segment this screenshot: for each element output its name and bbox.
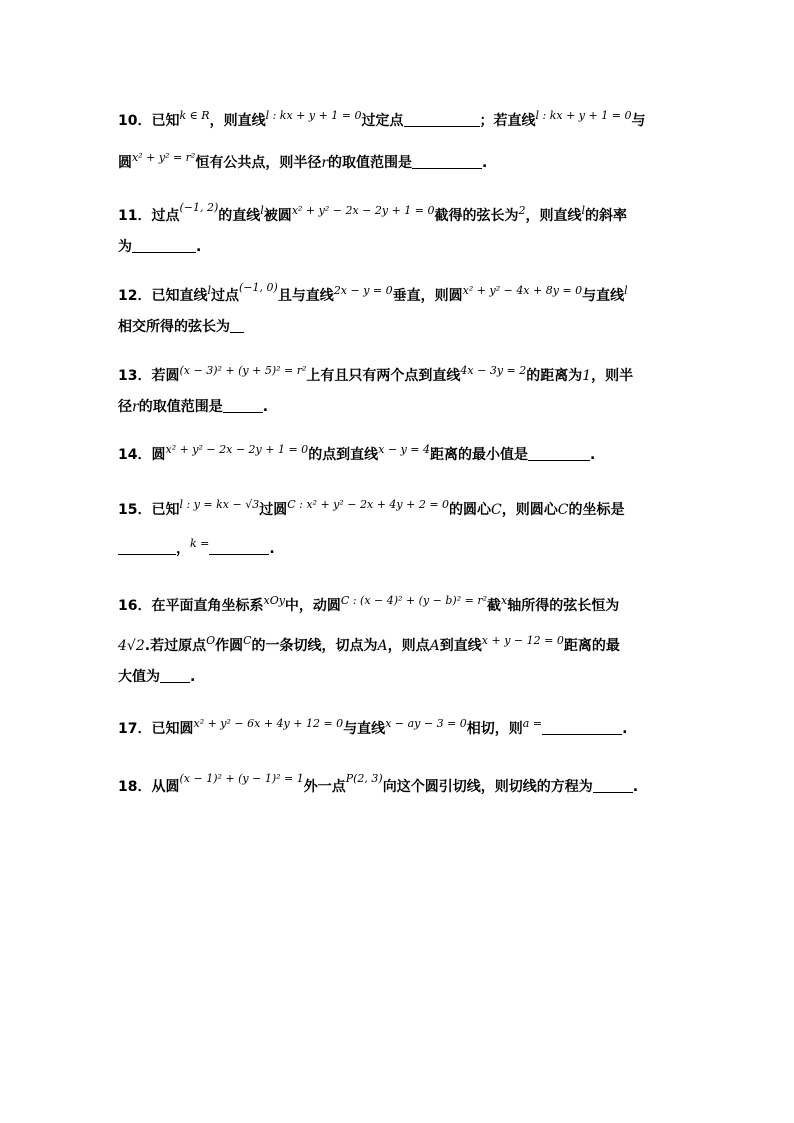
- math-expression: x² + y² − 6x + 4y + 12 = 0: [193, 717, 344, 730]
- text: 过定点: [361, 113, 404, 129]
- text: .: [482, 155, 488, 171]
- question-13-line-2: [118, 396, 268, 417]
- text: 的取值范围是: [328, 155, 413, 171]
- text: 向这个圆引切线，则切线的方程为: [382, 779, 593, 795]
- question-15-line-2: [118, 538, 275, 560]
- text: 垂直，则圆: [392, 288, 463, 304]
- answer-blank[interactable]: [404, 112, 480, 127]
- text: 外一点: [303, 779, 346, 795]
- text: .: [269, 541, 275, 557]
- question-12-line-2: [118, 316, 244, 337]
- question-number: 13．: [118, 368, 152, 384]
- question-number: 10．: [118, 113, 152, 129]
- question-number: 17．: [118, 721, 152, 737]
- text: 的斜率: [585, 208, 628, 224]
- text: 的取值范围是: [138, 399, 223, 415]
- math-expression: l : kx + y + 1 = 0: [535, 109, 632, 122]
- answer-blank[interactable]: [209, 540, 269, 555]
- question-17-line-1: [118, 718, 627, 740]
- text: 到直线: [439, 638, 482, 654]
- answer-blank[interactable]: [132, 238, 196, 253]
- text: .: [190, 669, 196, 685]
- question-16-line-3: [118, 666, 195, 687]
- question-13-line-1: [118, 366, 633, 387]
- text: ，则点: [387, 638, 430, 654]
- text: 大值为: [118, 669, 160, 685]
- text: .: [196, 239, 202, 255]
- question-number: 15．: [118, 502, 152, 518]
- answer-blank[interactable]: [528, 446, 590, 461]
- text: 为: [118, 239, 132, 255]
- math-expression: C : (x − 4)² + (y − b)² = r²: [340, 594, 487, 607]
- math-expression: (−1, 0): [239, 281, 278, 294]
- text: 且与直线: [277, 288, 334, 304]
- question-number: 18．: [118, 779, 152, 795]
- text: ，则直线: [209, 113, 266, 129]
- text: 作圆: [215, 638, 244, 654]
- text: .: [632, 779, 639, 795]
- math-expression: x² + y² − 4x + 8y = 0: [462, 284, 583, 297]
- answer-blank[interactable]: [118, 540, 176, 555]
- answer-blank[interactable]: [160, 668, 190, 683]
- math-expression: A: [377, 638, 388, 654]
- math-expression: k =: [190, 537, 210, 550]
- text: 的坐标是: [568, 502, 625, 518]
- text: 被圆: [263, 208, 292, 224]
- answer-blank[interactable]: [593, 778, 633, 793]
- math-expression: a =: [522, 717, 543, 730]
- math-expression: 4x − 3y = 2: [460, 364, 527, 377]
- math-expression: l : y = kx − √3: [179, 498, 260, 511]
- text: 的直线: [218, 208, 261, 224]
- math-expression: xOy: [263, 594, 285, 607]
- text: 截: [487, 598, 501, 614]
- math-expression: r: [321, 155, 329, 171]
- text: 与直线: [343, 721, 386, 737]
- math-expression: 1: [582, 368, 592, 384]
- text: 截得的弦长为: [434, 208, 519, 224]
- question-11-line-1: [118, 201, 628, 227]
- math-expression: A: [429, 638, 440, 654]
- text: 轴所得的弦长恒为: [507, 598, 620, 614]
- question-12-line-1: [118, 281, 628, 307]
- math-expression: x² + y² − 2x − 2y + 1 = 0: [165, 443, 309, 456]
- text: ，: [176, 541, 190, 557]
- math-expression: x: [501, 594, 508, 607]
- text: 的点到直线: [308, 447, 379, 463]
- math-expression: l : kx + y + 1 = 0: [265, 109, 362, 122]
- text: 过点: [211, 288, 240, 304]
- text: 距离的最: [563, 638, 620, 654]
- text: 相交所得的弦长为: [118, 319, 230, 335]
- question-number: 16．: [118, 598, 152, 614]
- text: 从圆: [151, 779, 180, 795]
- text: ，则直线: [525, 208, 582, 224]
- question-16-line-2: [118, 636, 620, 657]
- question-18-line-1: [118, 772, 639, 798]
- text: .: [590, 447, 596, 463]
- answer-blank[interactable]: [230, 318, 244, 333]
- math-expression: x² + y² − 2x − 2y + 1 = 0: [291, 204, 435, 217]
- text: 过圆: [259, 502, 288, 518]
- text: 已知圆: [151, 721, 194, 737]
- question-11-line-2: [118, 236, 201, 257]
- text: 的圆心: [449, 502, 492, 518]
- text: 圆: [151, 447, 166, 463]
- text: 已知直线: [151, 288, 208, 304]
- math-expression: C : x² + y² − 2x + 4y + 2 = 0: [287, 498, 450, 511]
- text: 的距离为: [526, 368, 583, 384]
- text: 圆: [118, 155, 132, 171]
- math-expression: (−1, 2): [179, 201, 219, 214]
- text: .: [622, 721, 628, 737]
- text: 上有且只有两个点到直线: [306, 368, 461, 384]
- math-expression: 2: [518, 204, 526, 217]
- text: 恒有公共点，则半径: [195, 155, 322, 171]
- question-14-line-1: [118, 444, 595, 466]
- math-expression: k ∈ R: [179, 109, 210, 122]
- question-16-line-1: [118, 596, 619, 617]
- text: 与: [631, 113, 646, 129]
- math-expression: (x − 1)² + (y − 1)² = 1: [179, 772, 304, 785]
- text: 已知: [151, 502, 180, 518]
- question-number: 11．: [118, 208, 152, 224]
- math-expression: x − y = 4: [378, 443, 431, 456]
- question-10-line-2: [118, 152, 487, 174]
- text: .: [262, 399, 269, 415]
- math-expression: l: [624, 284, 628, 297]
- text: 若圆: [151, 368, 180, 384]
- text: ；若直线: [479, 113, 536, 129]
- text: 径: [118, 399, 132, 415]
- answer-blank[interactable]: [542, 720, 622, 735]
- math-expression: (x − 3)² + (y + 5)² = r²: [179, 364, 307, 377]
- math-expression: 4√2: [118, 638, 145, 654]
- text: 在平面直角坐标系: [151, 598, 264, 614]
- math-expression: l: [207, 284, 212, 297]
- math-expression: C: [243, 634, 252, 647]
- question-number: 14．: [118, 447, 152, 463]
- text: ，则半: [591, 368, 634, 384]
- question-15-line-1: [118, 500, 624, 521]
- math-expression: l: [581, 204, 586, 217]
- math-expression: 2x − y = 0: [333, 284, 393, 297]
- text: 中，动圆: [284, 598, 341, 614]
- text: 与直线: [582, 288, 625, 304]
- math-expression: r: [132, 399, 139, 415]
- answer-blank[interactable]: [412, 154, 482, 169]
- question-10-line-1: [118, 110, 645, 132]
- math-expression: l: [260, 204, 264, 217]
- math-expression: P(2, 3): [345, 772, 383, 785]
- question-number: 12．: [118, 288, 152, 304]
- math-expression: x + y − 12 = 0: [481, 634, 564, 647]
- text: 已知: [151, 113, 180, 129]
- math-expression: x − ay − 3 = 0: [385, 717, 467, 730]
- answer-blank[interactable]: [223, 398, 263, 413]
- math-expression: O: [206, 634, 216, 647]
- text: ，则圆心: [501, 502, 558, 518]
- text: .若过原点: [144, 638, 207, 654]
- text: 的一条切线，切点为: [251, 638, 378, 654]
- text: 距离的最小值是: [430, 447, 529, 463]
- text: 过点: [151, 208, 180, 224]
- math-expression: C: [557, 502, 569, 518]
- text: 相切，则: [466, 721, 523, 737]
- math-expression: x² + y² = r²: [132, 151, 196, 164]
- math-expression: C: [491, 502, 502, 518]
